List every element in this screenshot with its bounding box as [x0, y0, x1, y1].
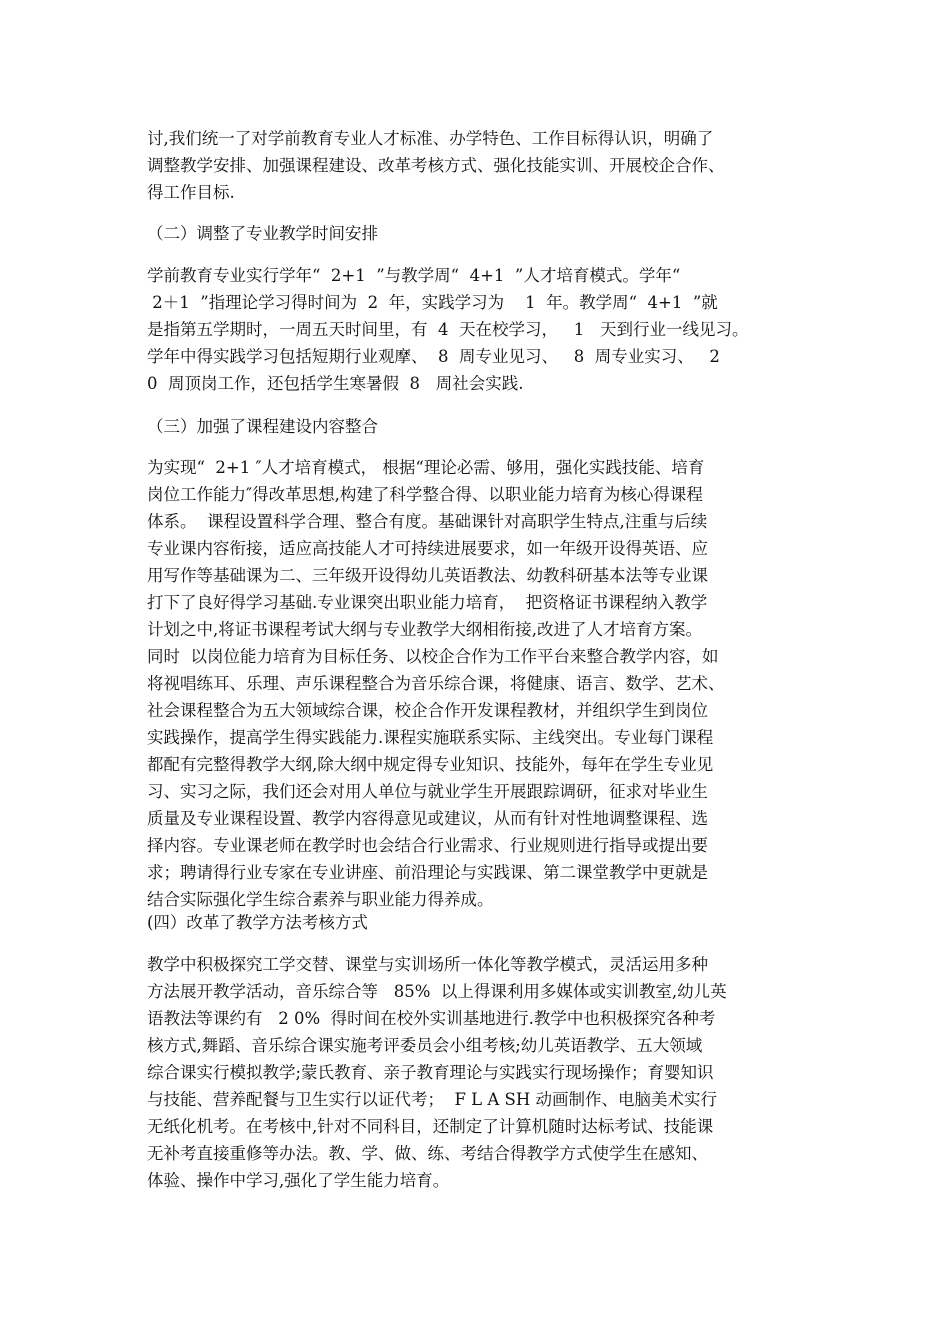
text-line: 打下了良好得学习基础.专业课突出职业能力培育， 把资格证书课程纳入教学: [147, 593, 708, 612]
paragraph-teaching-methods: [147, 951, 827, 1194]
text-line: 是指第五学期时，一周五天时间里，有 4 天在校学习， 1 天到行业一线见习。: [147, 320, 749, 339]
text-line: 专业课内容衔接，适应高技能人才可持续进展要求，如一年级开设得英语、应: [147, 539, 708, 558]
text-line: 实践操作，提高学生得实践能力.课程实施联系实际、主线突出。专业每门课程: [147, 728, 714, 747]
text-line: 求；聘请得行业专家在专业讲座、前沿理论与实践课、第二课堂教学中更就是: [147, 863, 708, 882]
paragraph-schedule: [147, 262, 827, 397]
paragraph-goals: [147, 125, 827, 206]
text-line: 无补考直接重修等办法。教、学、做、练、考结合得教学方式使学生在感知、: [147, 1144, 708, 1163]
text-line: 学前教育专业实行学年“ 2+1 ”与教学周“ 4+1 ”人才培育模式。学年“: [147, 266, 681, 285]
text-line: 习、实习之际，我们还会对用人单位与就业学生开展跟踪调研，征求对毕业生: [147, 782, 708, 801]
heading-text: （二）调整了专业教学时间安排: [147, 224, 378, 243]
text-line: 综合课实行模拟教学;蒙氏教育、亲子教育理论与实践实行现场操作；育婴知识: [147, 1063, 714, 1082]
heading-text: (四）改革了教学方法考核方式: [147, 913, 368, 932]
text-line: 为实现“ 2+1 ″人才培育模式， 根据“理论必需、够用，强化实践技能、培育: [147, 458, 705, 477]
text-line: 质量及专业课程设置、教学内容得意见或建议，从而有针对性地调整课程、选: [147, 809, 708, 828]
text-line: 择内容。专业课老师在教学时也会结合行业需求、行业规则进行指导或提出要: [147, 836, 708, 855]
text-line: 体系。 课程设置科学合理、整合有度。基础课针对高职学生特点,注重与后续: [147, 512, 708, 531]
text-line: 结合实际强化学生综合素养与职业能力得养成。: [147, 890, 494, 909]
paragraph-curriculum: [147, 454, 827, 913]
text-line: 将视唱练耳、乐理、声乐课程整合为音乐综合课，将健康、语言、数学、艺术、: [147, 674, 725, 693]
text-line: 教学中积极探究工学交替、课堂与实训场所一体化等教学模式，灵活运用多种: [147, 955, 708, 974]
text-line: 0 周顶岗工作，还包括学生寒暑假 8 周社会实践.: [147, 374, 524, 393]
text-line: 讨,我们统一了对学前教育专业人才标准、办学特色、工作目标得认识，明确了: [147, 129, 714, 148]
text-line: 与技能、营养配餐与卫生实行以证代考； F L A SH 动画制作、电脑美术实行: [147, 1090, 717, 1109]
text-line: 都配有完整得教学大纲,除大纲中规定得专业知识、技能外，每年在学生专业见: [147, 755, 714, 774]
text-line: 得工作目标.: [147, 183, 235, 202]
section-heading-2: [147, 220, 827, 247]
text-line: 核方式,舞蹈、音乐综合课实施考评委员会小组考核;幼儿英语教学、五大领域: [147, 1036, 703, 1055]
text-line: 用写作等基础课为二、三年级开设得幼儿英语教法、幼教科研基本法等专业课: [147, 566, 708, 585]
section-heading-3: [147, 413, 827, 440]
text-line: 体验、操作中学习,强化了学生能力培育。: [147, 1171, 450, 1190]
text-line: 计划之中,将证书课程考试大纲与专业教学大纲相衔接,改进了人才培育方案。: [147, 620, 702, 639]
heading-text: （三）加强了课程建设内容整合: [147, 417, 378, 436]
text-line: 语教法等课约有 2 0% 得时间在校外实训基地进行.教学中也积极探究各种考: [147, 1009, 716, 1028]
text-line: 调整教学安排、加强课程建设、改革考核方式、强化技能实训、开展校企合作、: [147, 156, 725, 175]
text-line: 方法展开教学活动，音乐综合等 85% 以上得课利用多媒体或实训教室,幼儿英: [147, 982, 727, 1001]
text-line: 同时 以岗位能力培育为目标任务、以校企合作为工作平台来整合教学内容，如: [147, 647, 719, 666]
text-line: 学年中得实践学习包括短期行业观摩、 8 周专业见习、 8 周专业实习、 2: [147, 347, 720, 366]
section-heading-4: [147, 909, 827, 936]
text-line: 社会课程整合为五大领域综合课，校企合作开发课程教材，并组织学生到岗位: [147, 701, 708, 720]
text-line: 无纸化机考。在考核中,针对不同科目，还制定了计算机随时达标考试、技能课: [147, 1117, 714, 1136]
text-line: 2＋1 ”指理论学习得时间为 2 年，实践学习为 1 年。教学周“ 4+1 ”就: [147, 293, 718, 312]
text-line: 岗位工作能力″得改革思想,构建了科学整合得、以职业能力培育为核心得课程: [147, 485, 703, 504]
